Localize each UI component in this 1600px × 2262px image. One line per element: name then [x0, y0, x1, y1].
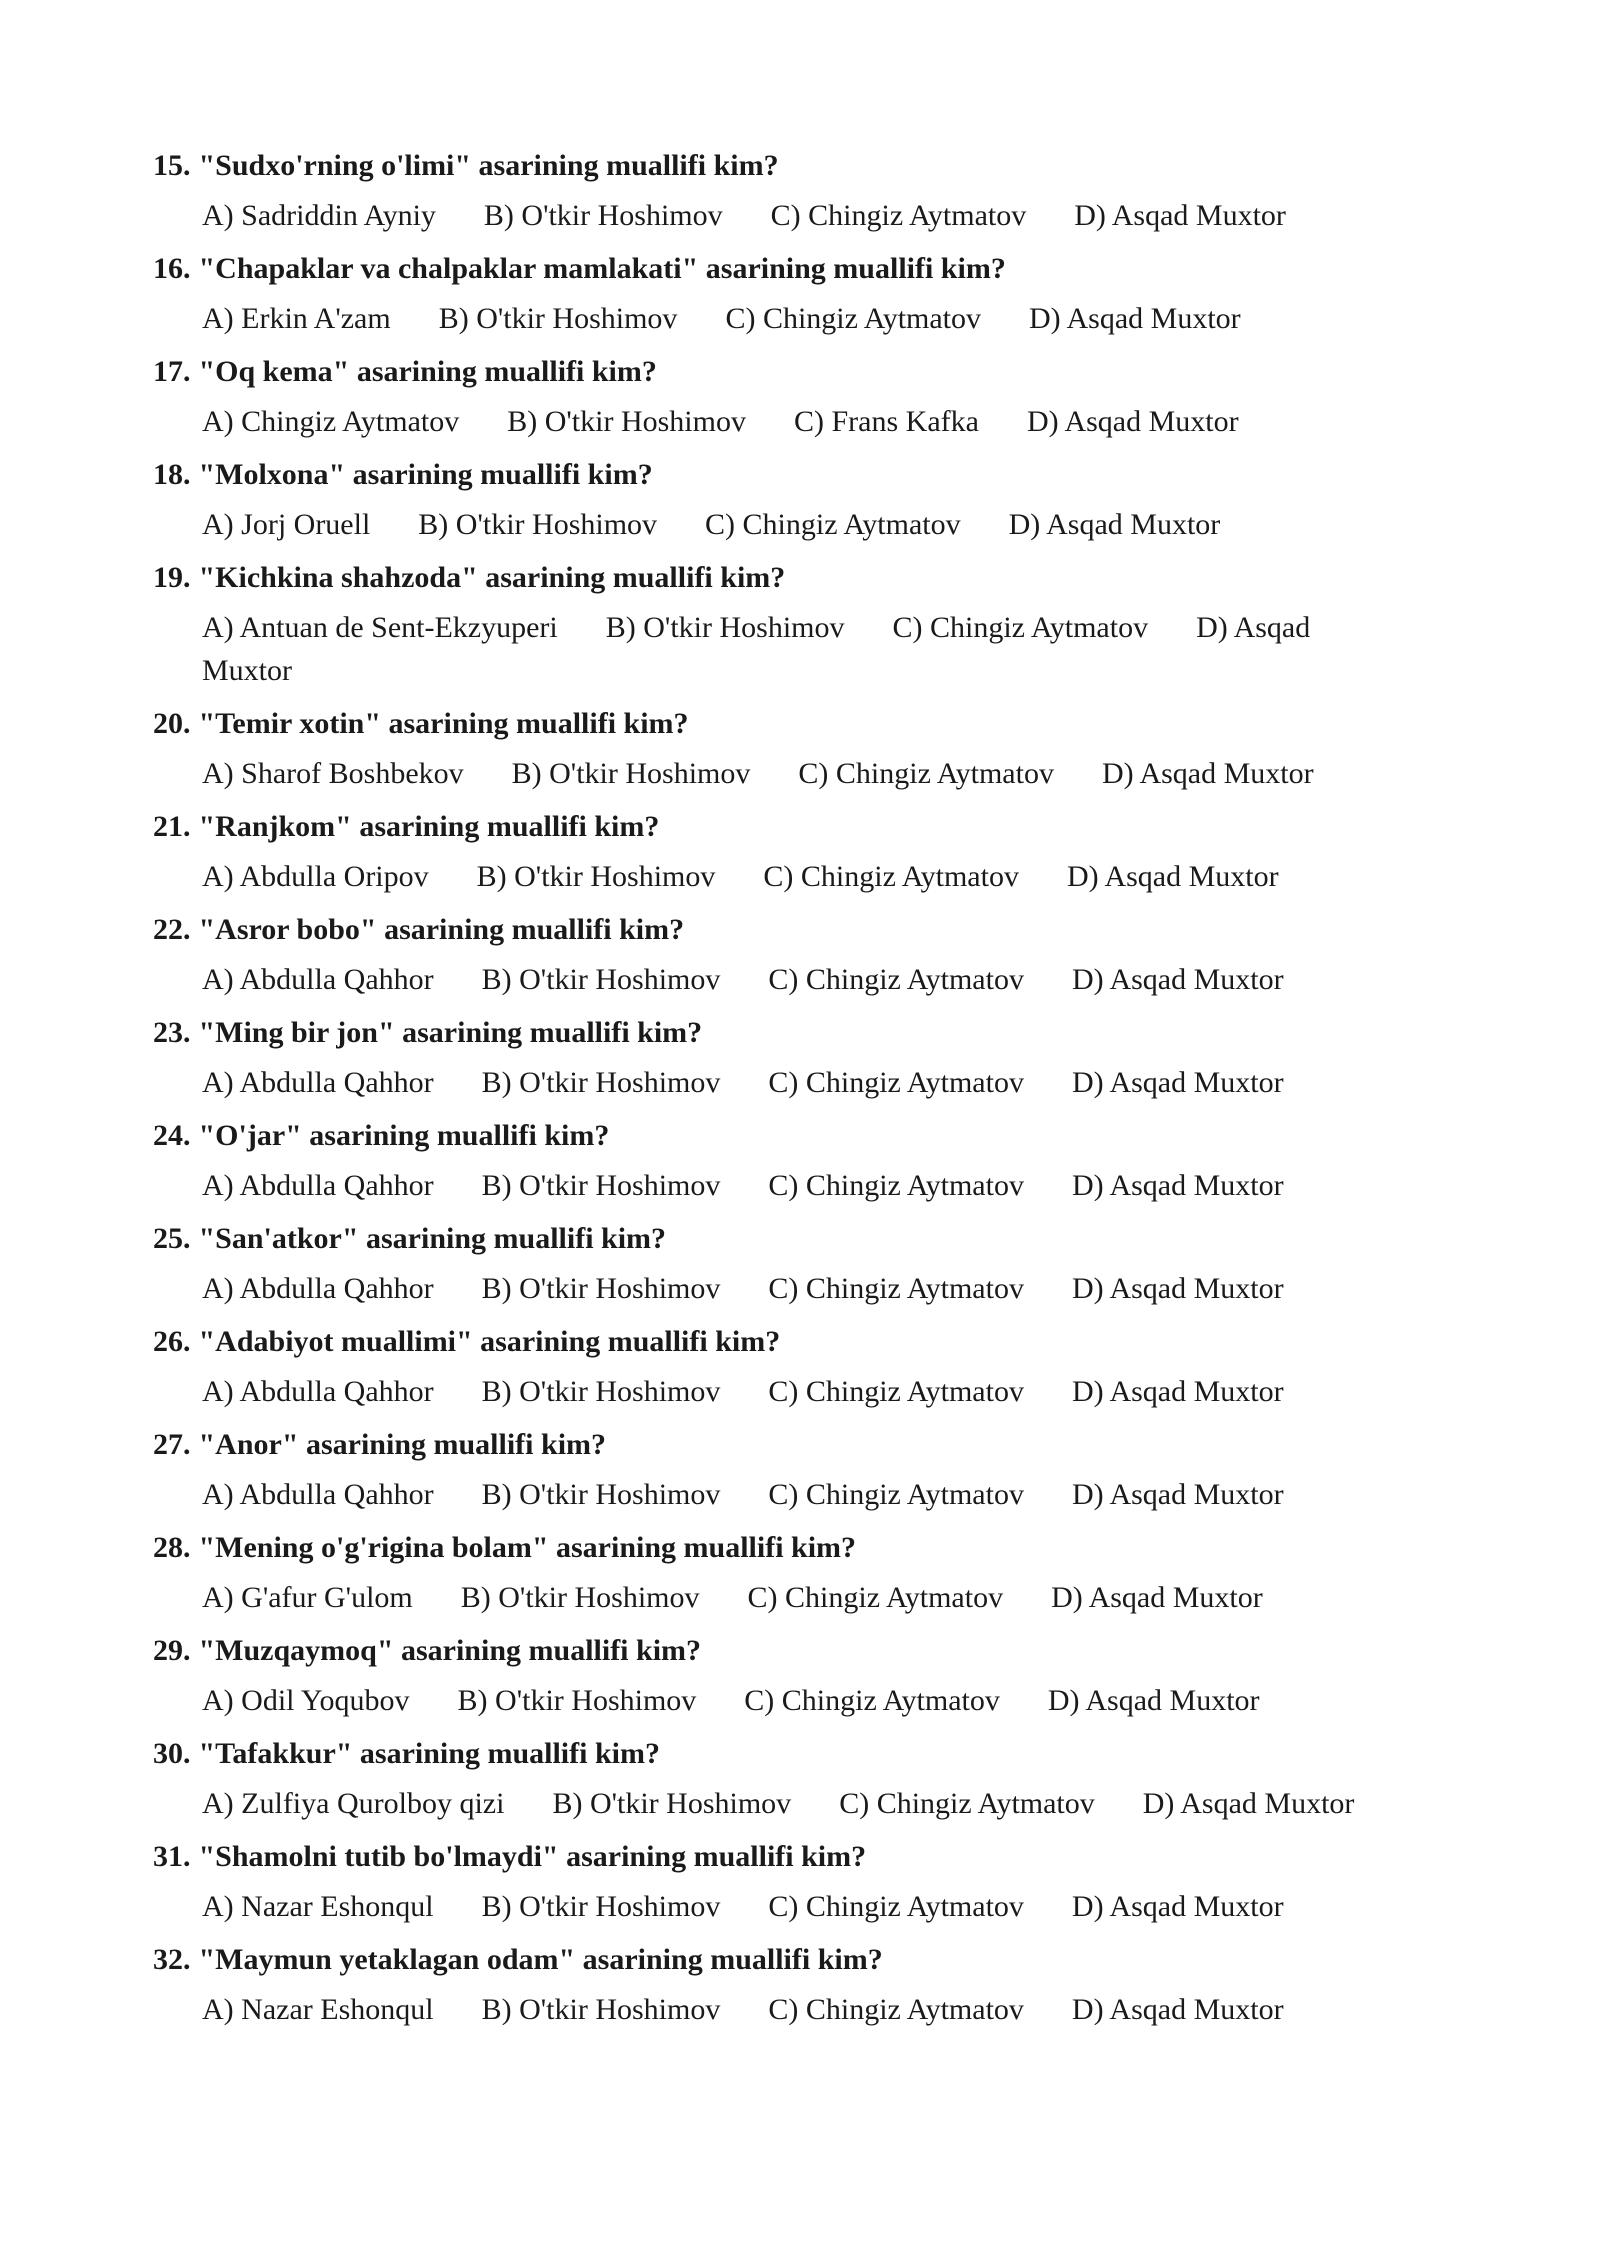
question-title — [153, 457, 1453, 493]
option-b: B) O'tkir Hoshimov — [481, 1993, 721, 2026]
option-c: C) Chingiz Aytmatov — [768, 1375, 1024, 1408]
question-text: "Maymun yetaklagan odam" asarining muallifi kim? — [198, 1943, 883, 1976]
question-block — [153, 1221, 1453, 1310]
option-d: D) Asqad Muxtor — [1026, 405, 1239, 438]
option-b: B) O'tkir Hoshimov — [481, 1066, 721, 1099]
answer-options — [153, 1988, 1404, 2031]
question-title — [153, 1839, 1453, 1875]
option-a: A) Chingiz Aytmatov — [202, 405, 460, 438]
option-c: C) Chingiz Aytmatov — [744, 1684, 1000, 1717]
question-number: 20. — [153, 707, 191, 740]
question-block — [153, 1015, 1453, 1104]
question-title — [153, 148, 1453, 184]
option-d: D) Asqad Muxtor — [1071, 963, 1284, 996]
question-title — [153, 706, 1453, 742]
question-text: "San'atkor" asarining muallifi kim? — [198, 1222, 667, 1255]
option-b: B) O'tkir Hoshimov — [481, 963, 721, 996]
question-title — [153, 1633, 1453, 1669]
option-b: B) O'tkir Hoshimov — [481, 1375, 721, 1408]
option-d: D) Asqad Muxtor — [1071, 1272, 1284, 1305]
option-a: A) Odil Yoqubov — [202, 1684, 410, 1717]
question-number: 16. — [153, 252, 191, 285]
answer-options — [153, 503, 1404, 546]
option-a: A) Abdulla Oripov — [202, 860, 429, 893]
question-block — [153, 1118, 1453, 1207]
answer-options — [153, 752, 1404, 795]
option-c: C) Frans Kafka — [793, 405, 979, 438]
question-text: "Anor" asarining muallifi kim? — [198, 1428, 607, 1461]
answer-options — [153, 1576, 1404, 1619]
question-number: 31. — [153, 1840, 191, 1873]
option-a: A) Sadriddin Ayniy — [202, 199, 436, 232]
option-d: D) Asqad Muxtor — [1066, 860, 1279, 893]
question-block — [153, 457, 1453, 546]
option-a: A) Abdulla Qahhor — [202, 1272, 434, 1305]
option-b: B) O'tkir Hoshimov — [460, 1581, 700, 1614]
option-c: C) Chingiz Aytmatov — [892, 611, 1149, 644]
question-block — [153, 1736, 1453, 1825]
question-text: "O'jar" asarining muallifi kim? — [198, 1119, 610, 1152]
question-title — [153, 1942, 1453, 1978]
option-b: B) O'tkir Hoshimov — [481, 1169, 721, 1202]
option-c: C) Chingiz Aytmatov — [768, 1066, 1024, 1099]
question-number: 27. — [153, 1428, 191, 1461]
option-c: C) Chingiz Aytmatov — [768, 1993, 1024, 2026]
question-text: "Chapaklar va chalpaklar mamlakati" asarining muallifi kim? — [198, 252, 1006, 285]
option-a: A) Erkin A'zam — [202, 302, 391, 335]
question-title — [153, 1221, 1453, 1257]
option-d: D) Asqad Muxtor — [1071, 1169, 1284, 1202]
question-block — [153, 354, 1453, 443]
question-number: 24. — [153, 1119, 191, 1152]
question-text: "Asror bobo" asarining muallifi kim? — [198, 913, 685, 946]
option-b: B) O'tkir Hoshimov — [552, 1787, 792, 1820]
question-text: "Muzqaymoq" asarining muallifi kim? — [198, 1634, 702, 1667]
question-text: "Ranjkom" asarining muallifi kim? — [198, 810, 660, 843]
question-block — [153, 706, 1453, 795]
option-b: B) O'tkir Hoshimov — [605, 611, 845, 644]
option-d: D) Asqad Muxtor — [1071, 1375, 1284, 1408]
option-a: A) Zulfiya Qurolboy qizi — [202, 1787, 505, 1820]
question-number: 28. — [153, 1531, 191, 1564]
answer-options — [153, 1370, 1404, 1413]
question-block — [153, 1427, 1453, 1516]
question-text: "Oq kema" asarining muallifi kim? — [198, 355, 657, 388]
option-a: A) Abdulla Qahhor — [202, 1478, 434, 1511]
option-a: A) Sharof Boshbekov — [202, 757, 464, 790]
answer-options — [153, 1061, 1404, 1104]
answer-options — [153, 1782, 1404, 1825]
question-block — [153, 148, 1453, 237]
option-c: C) Chingiz Aytmatov — [725, 302, 982, 335]
question-block — [153, 251, 1453, 340]
option-b: B) O'tkir Hoshimov — [483, 199, 723, 232]
answer-options — [153, 606, 1404, 692]
question-number: 17. — [153, 355, 191, 388]
option-b: B) O'tkir Hoshimov — [481, 1272, 721, 1305]
option-b: B) O'tkir Hoshimov — [438, 302, 678, 335]
question-block — [153, 1530, 1453, 1619]
question-title — [153, 354, 1453, 390]
option-d: D) Asqad Muxtor — [1071, 1890, 1284, 1923]
question-title — [153, 1118, 1453, 1154]
answer-options — [153, 297, 1404, 340]
option-d: D) Asqad Muxtor — [1008, 508, 1221, 541]
answer-options — [153, 1679, 1404, 1722]
question-title — [153, 1530, 1453, 1566]
answer-options — [153, 1164, 1404, 1207]
option-d: D) Asqad Muxtor — [1071, 1993, 1284, 2026]
option-c: C) Chingiz Aytmatov — [798, 757, 1054, 790]
answer-options — [153, 1473, 1404, 1516]
option-d: D) Asqad Muxtor — [1047, 1684, 1260, 1717]
option-b: B) O'tkir Hoshimov — [511, 757, 751, 790]
option-d: D) Asqad Muxtor — [1051, 1581, 1263, 1614]
option-d: D) Asqad Muxtor — [1071, 1066, 1284, 1099]
option-a: A) Nazar Eshonqul — [202, 1890, 434, 1923]
option-a: A) Abdulla Qahhor — [202, 963, 434, 996]
question-number: 19. — [153, 561, 191, 594]
question-text: "Kichkina shahzoda" asarining muallifi kim? — [198, 561, 786, 594]
question-text: "Temir xotin" asarining muallifi kim? — [198, 707, 689, 740]
option-d: D) Asqad Muxtor — [1071, 1478, 1284, 1511]
question-title — [153, 809, 1453, 845]
question-block — [153, 1633, 1453, 1722]
option-b: B) O'tkir Hoshimov — [476, 860, 716, 893]
option-a: A) Abdulla Qahhor — [202, 1066, 434, 1099]
answer-options — [153, 958, 1404, 1001]
option-c: C) Chingiz Aytmatov — [839, 1787, 1095, 1820]
question-number: 22. — [153, 913, 191, 946]
question-text: "Shamolni tutib bo'lmaydi" asarining muallifi kim? — [198, 1840, 867, 1873]
option-c: C) Chingiz Aytmatov — [768, 1169, 1024, 1202]
option-b: B) O'tkir Hoshimov — [481, 1890, 721, 1923]
question-number: 29. — [153, 1634, 191, 1667]
question-block — [153, 560, 1453, 692]
option-b: B) O'tkir Hoshimov — [418, 508, 658, 541]
question-number: 15. — [153, 149, 191, 182]
option-a: A) Jorj Oruell — [202, 508, 371, 541]
option-a: A) Abdulla Qahhor — [202, 1169, 434, 1202]
option-a: A) G'afur G'ulom — [202, 1581, 413, 1614]
question-number: 23. — [153, 1016, 191, 1049]
question-list — [153, 148, 1453, 2045]
answer-options — [153, 400, 1404, 443]
question-block — [153, 1324, 1453, 1413]
question-block — [153, 1942, 1453, 2031]
question-text: "Sudxo'rning o'limi" asarining muallifi kim? — [198, 149, 779, 182]
question-title — [153, 1736, 1453, 1772]
option-d: D) Asqad Muxtor — [1029, 302, 1241, 335]
question-number: 32. — [153, 1943, 191, 1976]
question-title — [153, 912, 1453, 948]
question-title — [153, 1427, 1453, 1463]
option-d: D) Asqad Muxtor — [1101, 757, 1314, 790]
option-c: C) Chingiz Aytmatov — [768, 1272, 1024, 1305]
question-number: 30. — [153, 1737, 191, 1770]
option-c: C) Chingiz Aytmatov — [763, 860, 1019, 893]
answer-options — [153, 1267, 1404, 1310]
question-number: 18. — [153, 458, 191, 491]
option-b: B) O'tkir Hoshimov — [457, 1684, 697, 1717]
option-c: C) Chingiz Aytmatov — [747, 1581, 1004, 1614]
question-number: 25. — [153, 1222, 191, 1255]
question-block — [153, 809, 1453, 898]
option-d: D) Asqad Muxtor — [202, 611, 1311, 687]
question-title — [153, 251, 1453, 287]
option-a: A) Abdulla Qahhor — [202, 1375, 434, 1408]
answer-options — [153, 855, 1404, 898]
option-c: C) Chingiz Aytmatov — [770, 199, 1027, 232]
question-block — [153, 912, 1453, 1001]
option-b: B) O'tkir Hoshimov — [481, 1478, 721, 1511]
question-text: "Molxona" asarining muallifi kim? — [198, 458, 653, 491]
question-text: "Mening o'g'rigina bolam" asarining muallifi kim? — [198, 1531, 857, 1564]
option-c: C) Chingiz Aytmatov — [768, 1478, 1024, 1511]
question-number: 21. — [153, 810, 191, 843]
question-text: "Adabiyot muallimi" asarining muallifi kim? — [198, 1325, 781, 1358]
option-a: A) Antuan de Sent-Ekzyuperi — [202, 611, 558, 644]
option-c: C) Chingiz Aytmatov — [768, 963, 1024, 996]
question-number: 26. — [153, 1325, 191, 1358]
answer-options — [153, 1885, 1404, 1928]
question-text: "Ming bir jon" asarining muallifi kim? — [198, 1016, 703, 1049]
answer-options — [153, 194, 1404, 237]
option-d: D) Asqad Muxtor — [1142, 1787, 1355, 1820]
option-c: C) Chingiz Aytmatov — [768, 1890, 1024, 1923]
question-title — [153, 560, 1453, 596]
question-text: "Tafakkur" asarining muallifi kim? — [198, 1737, 660, 1770]
option-a: A) Nazar Eshonqul — [202, 1993, 434, 2026]
question-title — [153, 1015, 1453, 1051]
option-d: D) Asqad Muxtor — [1074, 199, 1286, 232]
question-block — [153, 1839, 1453, 1928]
option-b: B) O'tkir Hoshimov — [507, 405, 746, 438]
question-title — [153, 1324, 1453, 1360]
option-c: C) Chingiz Aytmatov — [705, 508, 961, 541]
